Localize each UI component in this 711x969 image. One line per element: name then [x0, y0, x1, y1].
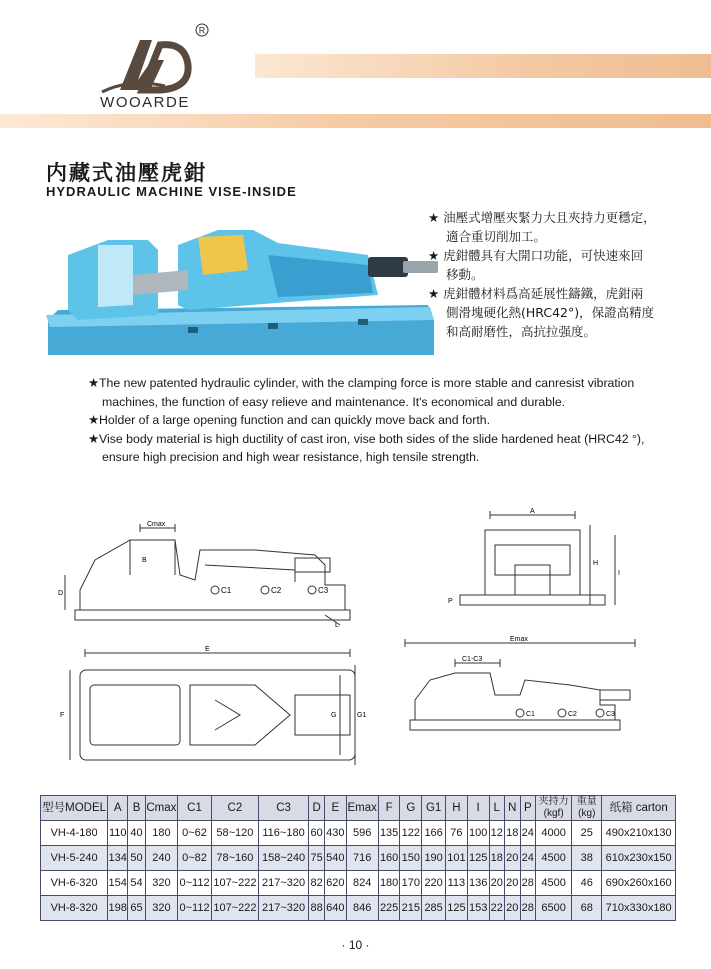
table-cell: 135 [378, 821, 400, 846]
label-h: H [593, 560, 599, 567]
table-cell: 596 [346, 821, 378, 846]
table-cell: 65 [128, 896, 146, 921]
features-en [88, 374, 678, 467]
table-cell: VH-5-240 [41, 846, 108, 871]
col-c1: C1 [177, 796, 211, 821]
table-cell: 180 [378, 871, 400, 896]
table-cell: 107~222 [212, 896, 259, 921]
feature-en-2: ★Holder of a large opening function and can quickly move back and forth. [88, 413, 491, 427]
product-photo [38, 215, 438, 355]
table-cell: 320 [145, 871, 177, 896]
table-cell: 320 [145, 896, 177, 921]
table-cell: 0~112 [177, 871, 211, 896]
table-cell: 0~112 [177, 896, 211, 921]
col-c3: C3 [258, 796, 309, 821]
col-model: 型号MODEL [41, 796, 108, 821]
registered-mark: R [198, 25, 206, 36]
table-cell: 125 [446, 896, 468, 921]
table-cell: 490x210x130 [602, 821, 676, 846]
table-cell: 20 [505, 896, 521, 921]
table-cell: 60 [309, 821, 325, 846]
table-cell: 88 [309, 896, 325, 921]
feature-en-3: ★Vise body material is high ductility of cast iron, vise both sides of the slide hardened heat (HRC42 °), ensure high precision and high wear resistance, high tensile strength. [88, 431, 645, 464]
page-title-cn: 内藏式油壓虎鉗 [46, 161, 207, 185]
spec-table-body [41, 821, 676, 921]
table-cell: 4500 [536, 871, 572, 896]
top-view-drawing [55, 645, 365, 770]
col-e: E [324, 796, 346, 821]
table-cell: 158~240 [258, 846, 309, 871]
table-cell: 180 [145, 821, 177, 846]
table-cell: 690x260x160 [602, 871, 676, 896]
table-cell: 170 [400, 871, 422, 896]
table-cell: 38 [572, 846, 602, 871]
table-cell: 154 [108, 871, 128, 896]
table-cell: 122 [400, 821, 422, 846]
col-clamp-force: 夹持力 (kgf) [536, 796, 572, 821]
table-cell: 710x330x180 [602, 896, 676, 921]
label-g: G [331, 712, 337, 719]
col-cmax: Cmax [145, 796, 177, 821]
table-cell: 220 [422, 871, 446, 896]
table-cell: 24 [520, 846, 536, 871]
col-i: I [467, 796, 489, 821]
label-e: E [205, 646, 210, 653]
brand-name: WOOARDE [100, 94, 190, 111]
table-cell: 166 [422, 821, 446, 846]
table-cell: 46 [572, 871, 602, 896]
table-cell: 25 [572, 821, 602, 846]
label-d: D [58, 590, 64, 597]
table-cell: 78~160 [212, 846, 259, 871]
header-band [0, 114, 711, 128]
table-cell: 50 [128, 846, 146, 871]
table-cell: 150 [400, 846, 422, 871]
table-cell: 58~120 [212, 821, 259, 846]
col-p: P [520, 796, 536, 821]
label-c3: C3 [318, 586, 329, 595]
label-c1: C1 [221, 586, 232, 595]
table-cell: 620 [324, 871, 346, 896]
col-weight: 重量 (kg) [572, 796, 602, 821]
feature-cn-3: ★ 虎鉗體材料爲高延展性鑄鐵，虎鉗兩 側滑塊硬化熱(HRC42°)，保證高精度 和高耐磨性，高抗拉强度。 [428, 286, 655, 339]
col-l: L [489, 796, 505, 821]
table-row [41, 871, 676, 896]
col-d: D [309, 796, 325, 821]
table-header-row [41, 796, 676, 821]
table-cell: 40 [128, 821, 146, 846]
label-l: L [335, 622, 339, 629]
label-c2-b: C2 [568, 711, 577, 718]
table-cell: 640 [324, 896, 346, 921]
table-cell: 136 [467, 871, 489, 896]
col-a: A [108, 796, 128, 821]
col-c2: C2 [212, 796, 259, 821]
table-cell: 54 [128, 871, 146, 896]
table-cell: 125 [467, 846, 489, 871]
table-cell: 430 [324, 821, 346, 846]
table-row [41, 821, 676, 846]
label-cmax: Cmax [147, 521, 166, 528]
label-f: F [60, 712, 65, 719]
table-cell: 198 [108, 896, 128, 921]
table-cell: 610x230x150 [602, 846, 676, 871]
col-carton: 纸箱 carton [602, 796, 676, 821]
table-cell: 846 [346, 896, 378, 921]
label-p: P [448, 598, 453, 605]
label-c3-b: C3 [606, 711, 615, 718]
table-cell: 217~320 [258, 871, 309, 896]
table-cell: 153 [467, 896, 489, 921]
table-cell: 20 [505, 871, 521, 896]
table-cell: 12 [489, 821, 505, 846]
table-cell: 116~180 [258, 821, 309, 846]
label-c1-b: C1 [526, 711, 535, 718]
col-g1: G1 [422, 796, 446, 821]
table-cell: 134 [108, 846, 128, 871]
table-cell: VH-8-320 [41, 896, 108, 921]
feature-en-1: ★The new patented hydraulic cylinder, with the clamping force is more stable and canresist vibration machines, the function of easy relieve and maintenance. It's economical and durable. [88, 376, 635, 409]
col-b: B [128, 796, 146, 821]
col-g: G [400, 796, 422, 821]
table-cell: 20 [489, 871, 505, 896]
table-cell: 28 [520, 871, 536, 896]
table-cell: 18 [489, 846, 505, 871]
table-cell: 0~62 [177, 821, 211, 846]
spec-table [40, 795, 676, 921]
table-cell: 76 [446, 821, 468, 846]
table-cell: 6500 [536, 896, 572, 921]
table-cell: VH-4-180 [41, 821, 108, 846]
feature-cn-2: ★ 虎鉗體具有大開口功能，可快速來回 移動。 [428, 248, 644, 282]
label-c2: C2 [271, 586, 282, 595]
feature-cn-1: ★ 油壓式增壓夾緊力大且夾持力更穩定， 適合重切削加工。 [428, 210, 656, 244]
col-h: H [446, 796, 468, 821]
table-cell: 160 [378, 846, 400, 871]
col-emax: Emax [346, 796, 378, 821]
table-cell: 75 [309, 846, 325, 871]
label-i: I [618, 570, 620, 577]
table-row [41, 896, 676, 921]
table-row [41, 846, 676, 871]
table-cell: 68 [572, 896, 602, 921]
col-f: F [378, 796, 400, 821]
table-cell: 217~320 [258, 896, 309, 921]
table-cell: 82 [309, 871, 325, 896]
page-number: · 10 · [341, 938, 370, 952]
table-cell: 824 [346, 871, 378, 896]
label-a: A [530, 508, 535, 515]
col-n: N [505, 796, 521, 821]
label-emax: Emax [510, 636, 528, 643]
table-cell: 225 [378, 896, 400, 921]
table-cell: 240 [145, 846, 177, 871]
table-cell: 28 [520, 896, 536, 921]
table-cell: 0~82 [177, 846, 211, 871]
table-cell: 22 [489, 896, 505, 921]
header-band-top [255, 54, 711, 78]
table-cell: 107~222 [212, 871, 259, 896]
table-cell: 285 [422, 896, 446, 921]
side-view-drawing [55, 520, 355, 630]
front-view-drawing [440, 505, 640, 615]
table-cell: VH-6-320 [41, 871, 108, 896]
table-cell: 110 [108, 821, 128, 846]
features-cn [428, 208, 698, 341]
label-b: B [142, 557, 147, 564]
table-cell: 113 [446, 871, 468, 896]
table-cell: 716 [346, 846, 378, 871]
table-cell: 24 [520, 821, 536, 846]
table-cell: 4000 [536, 821, 572, 846]
page-title-en: HYDRAULIC MACHINE VISE-INSIDE [46, 184, 297, 199]
table-cell: 18 [505, 821, 521, 846]
open-side-view-drawing [400, 635, 640, 740]
label-g1: G1 [357, 712, 367, 719]
table-cell: 101 [446, 846, 468, 871]
table-cell: 540 [324, 846, 346, 871]
table-cell: 190 [422, 846, 446, 871]
table-cell: 215 [400, 896, 422, 921]
table-cell: 20 [505, 846, 521, 871]
table-cell: 4500 [536, 846, 572, 871]
label-c1c3: C1-C3 [462, 656, 483, 663]
table-cell: 100 [467, 821, 489, 846]
